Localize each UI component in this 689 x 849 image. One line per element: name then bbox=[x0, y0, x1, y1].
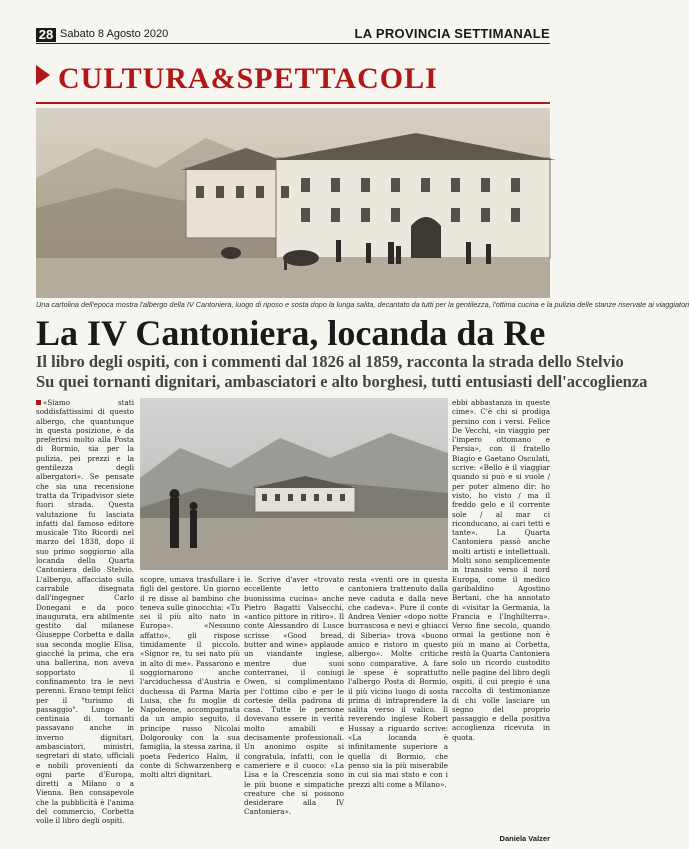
section-right: SPETTACOLI bbox=[236, 62, 438, 95]
article-headline: La IV Cantoniera, locanda da Re bbox=[36, 313, 546, 353]
postcard-illustration bbox=[36, 108, 550, 298]
section-amp: & bbox=[210, 62, 237, 95]
page-header bbox=[0, 0, 580, 40]
issue-date: Sabato 8 Agosto 2020 bbox=[60, 28, 169, 40]
article-column-1 bbox=[36, 398, 134, 826]
landscape-illustration bbox=[140, 398, 448, 570]
hotel-postcard-photo bbox=[36, 108, 550, 298]
article-column-2: scopre, umava trasfullare i figli del gestore. Un giorno il re disse al bambino che teneva sulle ginocchia: «Tu sei il più alto nato in Europa». «Nessuno affatto», gli rispose timidamente il piccolo. «Signor re, tu sei nato più in alto di me». Passarono e soggiornarono anche l'arciduchessa d'Austria e duchessa di Parma Maria Luisa, che fu moglie di Napoleone, accompagnata da un ampio seguito, il principe russo Nicolai Dolgorouky con la sua famiglia, la stessa zarina, il poeta Federico Halm, il conte di Schwarzenberg e molti altri dignitari. bbox=[140, 575, 240, 780]
page-number: 28 bbox=[36, 28, 56, 42]
section-title bbox=[36, 62, 438, 96]
article-column-5: ebbi abbastanza in queste cime». C'è chi si prodiga persino con i versi. Felice De Vecchi, «in viaggio per l'impero ottomano e Persia», con il fratello Biagio e Gaetano Osculati, scrive: «Bello è il viaggiar quando si può e si vuole / per poter almeno dir: ho visto, ho visto / ma il freddo gelo e il corrente sole / al mar ci riconducano, ai cari tetti e tante». La Quarta Cantoniera passò anche molti artisti e intellettuali. Molti sono semplicemente in transito verso il nord Europa, come il medico garibaldino Agostino Bertani, che ha annotato di «visitar la Germania, la Francia e l'Inghilterra». Verso fine secolo, quando ormai la gestione non è più in mano ai Corbetta, restò la Quarta Cantoniera solo un ricordo custodito nelle pagine del libro degli ospiti, il cui pregio è una raccolta di testimonianze di chi volle lasciare un segno del proprio passaggio e della positiva accoglienza ricevuta in quota. bbox=[452, 398, 550, 742]
section-arrow-icon bbox=[36, 65, 50, 85]
article-start-square-icon bbox=[36, 400, 41, 405]
article-subhead-2: Su quei tornanti dignitari, ambasciatori e alto borghesi, tutti entusiasti dell'accoglienza bbox=[36, 372, 648, 391]
article-subhead-1: Il libro degli ospiti, con i commenti dal 1826 al 1859, racconta la strada dello Stelvio bbox=[36, 352, 624, 371]
newspaper-name: LA PROVINCIA SETTIMANALE bbox=[354, 26, 550, 41]
article-column-3: le. Scrive d'aver «trovato eccellente letto e buonissima cucina» anche Pietro Bagatti Valsecchi, «antico pittore in ritiro». Il conte Alessandro di Lusce scrisse «Good bread, butter and wine» applaude un viandante inglese, mentre due suoi conterranei, il coniugi Owen, si complimentano per l'ottimo cibo e per le cortesie della padrona di casa. Tutte le persone dovevano essere in verità molto amabili e decisamente professionali. Un anonimo ospite si congratula, infatti, con le cameriere e il cuoco: «La Lisa e la Crescenzia sono le più buone e simpatiche creature che si possono desiderare alla IV Cantoniera». bbox=[244, 575, 344, 817]
photo1-caption: Una cartolina dell'epoca mostra l'albergo della IV Cantoniera, luogo di riposo e sosta dopo la lunga salita, decantato da tutti per la gentilezza, l'ottima cucina e la pulizia delle stanze riservate ai viaggiatori bbox=[36, 300, 689, 309]
stelvio-landscape-photo bbox=[140, 398, 448, 570]
header-rule bbox=[36, 43, 550, 44]
section-left: CULTURA bbox=[58, 62, 211, 95]
section-rule bbox=[36, 102, 550, 104]
column-1-text: «Siamo stati soddisfattissimi di questo albergo, che quantunque in questa posizione, è da preferirsi molto alla Posta di Bormio, sia per la pulizia, pei prezzi e la gentilezza degli albergatori». Se pensate che sia una recensione tratta da Tripadvisor siete fuori strada. Questa valutazione fu lasciata infatti dal famoso editore musicale Tito Ricordi nel marzo del 1838, dopo il suo primo soggiorno alla locanda della Quarta Cantoniera dello Stelvio. L'albergo, affacciato sulla carrabile disegnata dall'ingegner Carlo Donegani e da poco inaugurata, era abilmente gestito dal milanese Giuseppe Corbetta e dalla sua seconda moglie Elisa, giacché la prima, che era una ballerina, non aveva sopportato il confinamento tra le nevi perenni. Erano tempi felici per il "turismo di passaggio". Lungo le centinaia di tornanti passavano anche in inverno dignitari, ambasciatori, ministri, segretari di stato, ufficiali e nobili provenienti da ogni parte d'Europa, diretti a Milano o a Vienna. Ben consapevole che la pubblicità è l'anima del commercio, Corbetta volle il libro degli ospiti. bbox=[36, 398, 134, 826]
article-author: Daniela Valzer bbox=[499, 834, 550, 843]
article-column-4: resta «venti ore in questa cantoniera trattenuto dalla neve caduta e dalla neve che cadeva». Pure il conte Andrea Venier «dopo notte burrascosa e nevi e ghiacci di Siberia» trova «buono amico e ristoro in questo albergo». Molte critiche sono comparative. A fare le spese è soprattutto l'albergo Posta di Bormio, il più vicino luogo di sosta prima di intraprendere la salita verso il valico. Il reverendo inglese Robert Hussay a riguardo scrive: «La locanda è infinitamente superiore a quella di Bormio, che penso sia la più miserabile in cui sia mai stato e con i prezzi alti come a Milano». bbox=[348, 575, 448, 789]
